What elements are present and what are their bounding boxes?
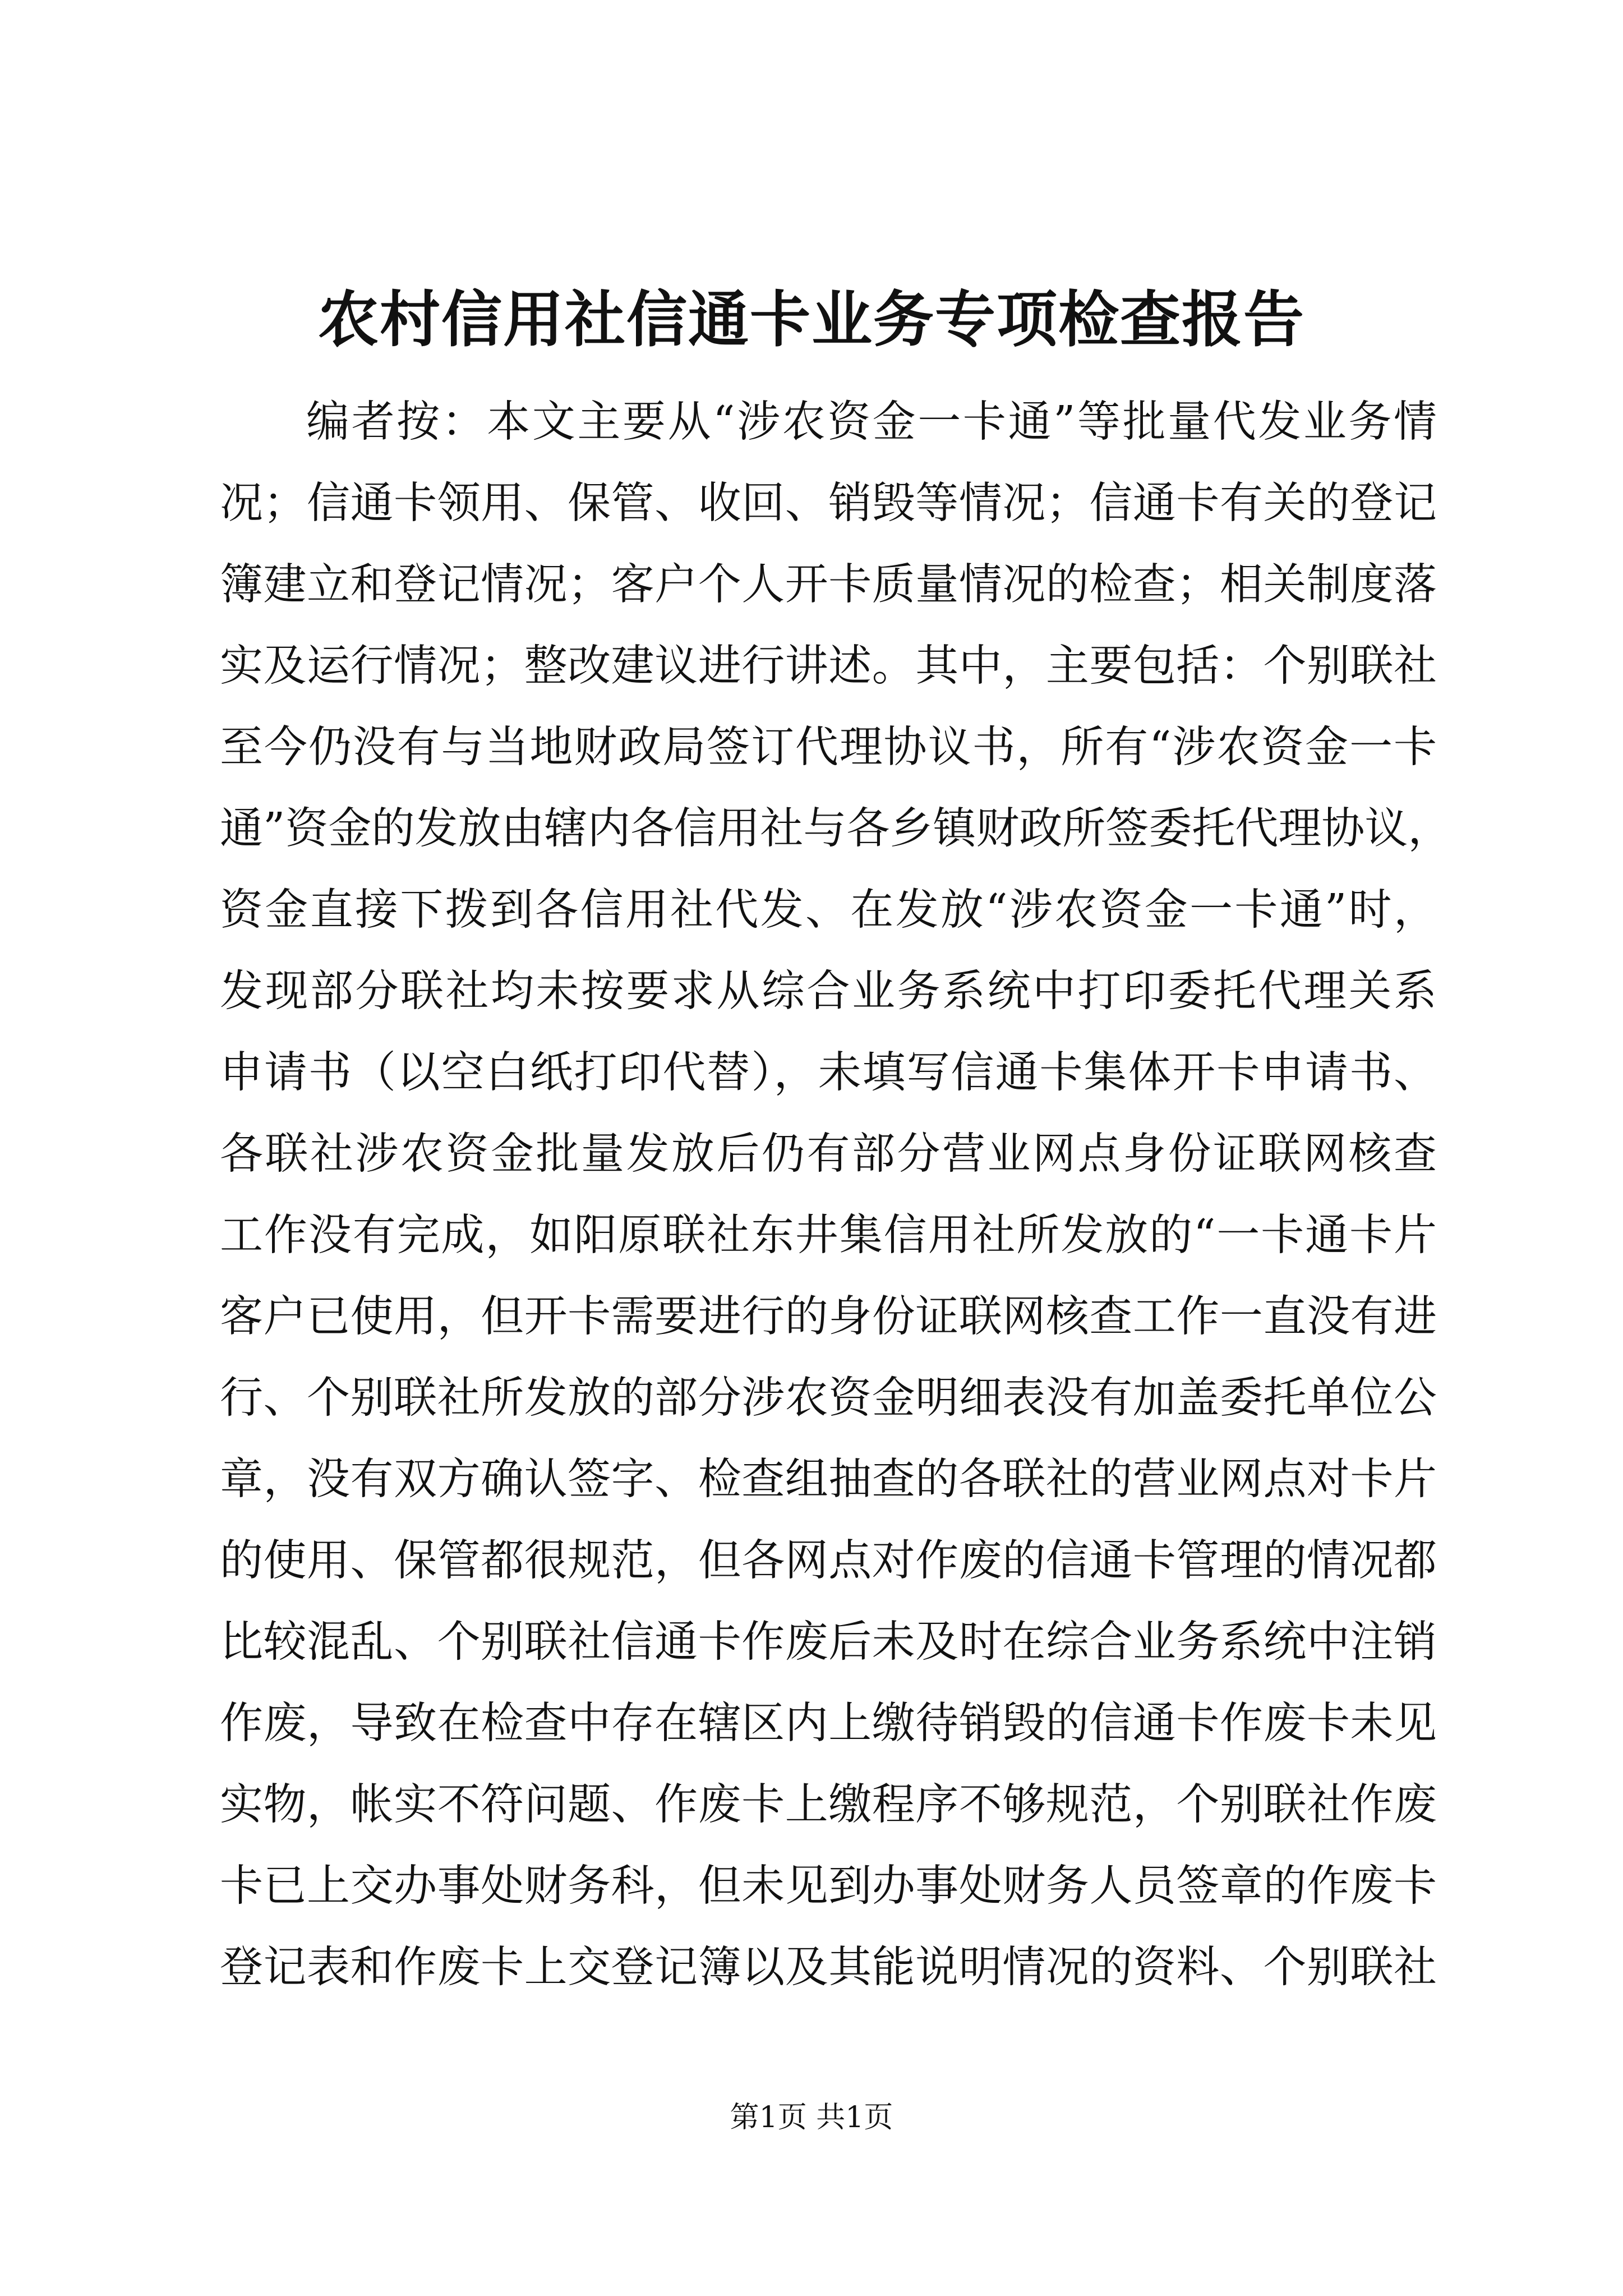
- document-body: [220, 381, 1451, 2008]
- body-line: 卡已上交办事处财务科，但未见到办事处财务人员签章的作废卡: [220, 1861, 1437, 1911]
- body-line: 登记表和作废卡上交登记簿以及其能说明情况的资料、个别联社: [220, 1943, 1437, 1993]
- body-line: 实及运行情况；整改建议进行讲述。其中，主要包括：个别联社: [220, 641, 1437, 691]
- body-line: 通”资金的发放由辖内各信用社与各乡镇财政所签委托代理协议，: [220, 804, 1451, 854]
- page-footer: 第1页 共1页: [730, 2101, 893, 2134]
- document-title: 农村信用社信通卡业务专项检查报告: [317, 284, 1305, 355]
- body-line: 工作没有完成，如阳原联社东井集信用社所发放的“一卡通卡片: [220, 1211, 1437, 1260]
- body-line: 客户已使用，但开卡需要进行的身份证联网核查工作一直没有进: [220, 1292, 1437, 1342]
- body-line: 比较混乱、个别联社信通卡作废后未及时在综合业务系统中注销: [220, 1617, 1437, 1667]
- body-line: 编者按：本文主要从“涉农资金一卡通”等批量代发业务情: [306, 397, 1437, 447]
- body-line: 发现部分联社均未按要求从综合业务系统中打印委托代理关系: [220, 967, 1437, 1016]
- body-line: 章，没有双方确认签字、检查组抽查的各联社的营业网点对卡片: [220, 1455, 1437, 1504]
- body-line: 申请书（以空白纸打印代替），未填写信通卡集体开卡申请书、: [220, 1048, 1437, 1098]
- body-line: 实物，帐实不符问题、作废卡上缴程序不够规范，个别联社作废: [220, 1780, 1437, 1830]
- body-line: 的使用、保管都很规范，但各网点对作废的信通卡管理的情况都: [220, 1536, 1437, 1586]
- body-line: 各联社涉农资金批量发放后仍有部分营业网点身份证联网核查: [220, 1129, 1437, 1179]
- body-line: 行、个别联社所发放的部分涉农资金明细表没有加盖委托单位公: [220, 1373, 1437, 1423]
- body-line: 况；信通卡领用、保管、收回、销毁等情况；信通卡有关的登记: [220, 478, 1437, 528]
- body-line: 资金直接下拨到各信用社代发、在发放“涉农资金一卡通”时，: [220, 885, 1437, 935]
- body-line: 作废，导致在检查中存在辖区内上缴待销毁的信通卡作废卡未见: [220, 1699, 1437, 1749]
- body-line: 簿建立和登记情况；客户个人开卡质量情况的检查；相关制度落: [220, 560, 1437, 610]
- body-line: 至今仍没有与当地财政局签订代理协议书，所有“涉农资金一卡: [220, 723, 1437, 772]
